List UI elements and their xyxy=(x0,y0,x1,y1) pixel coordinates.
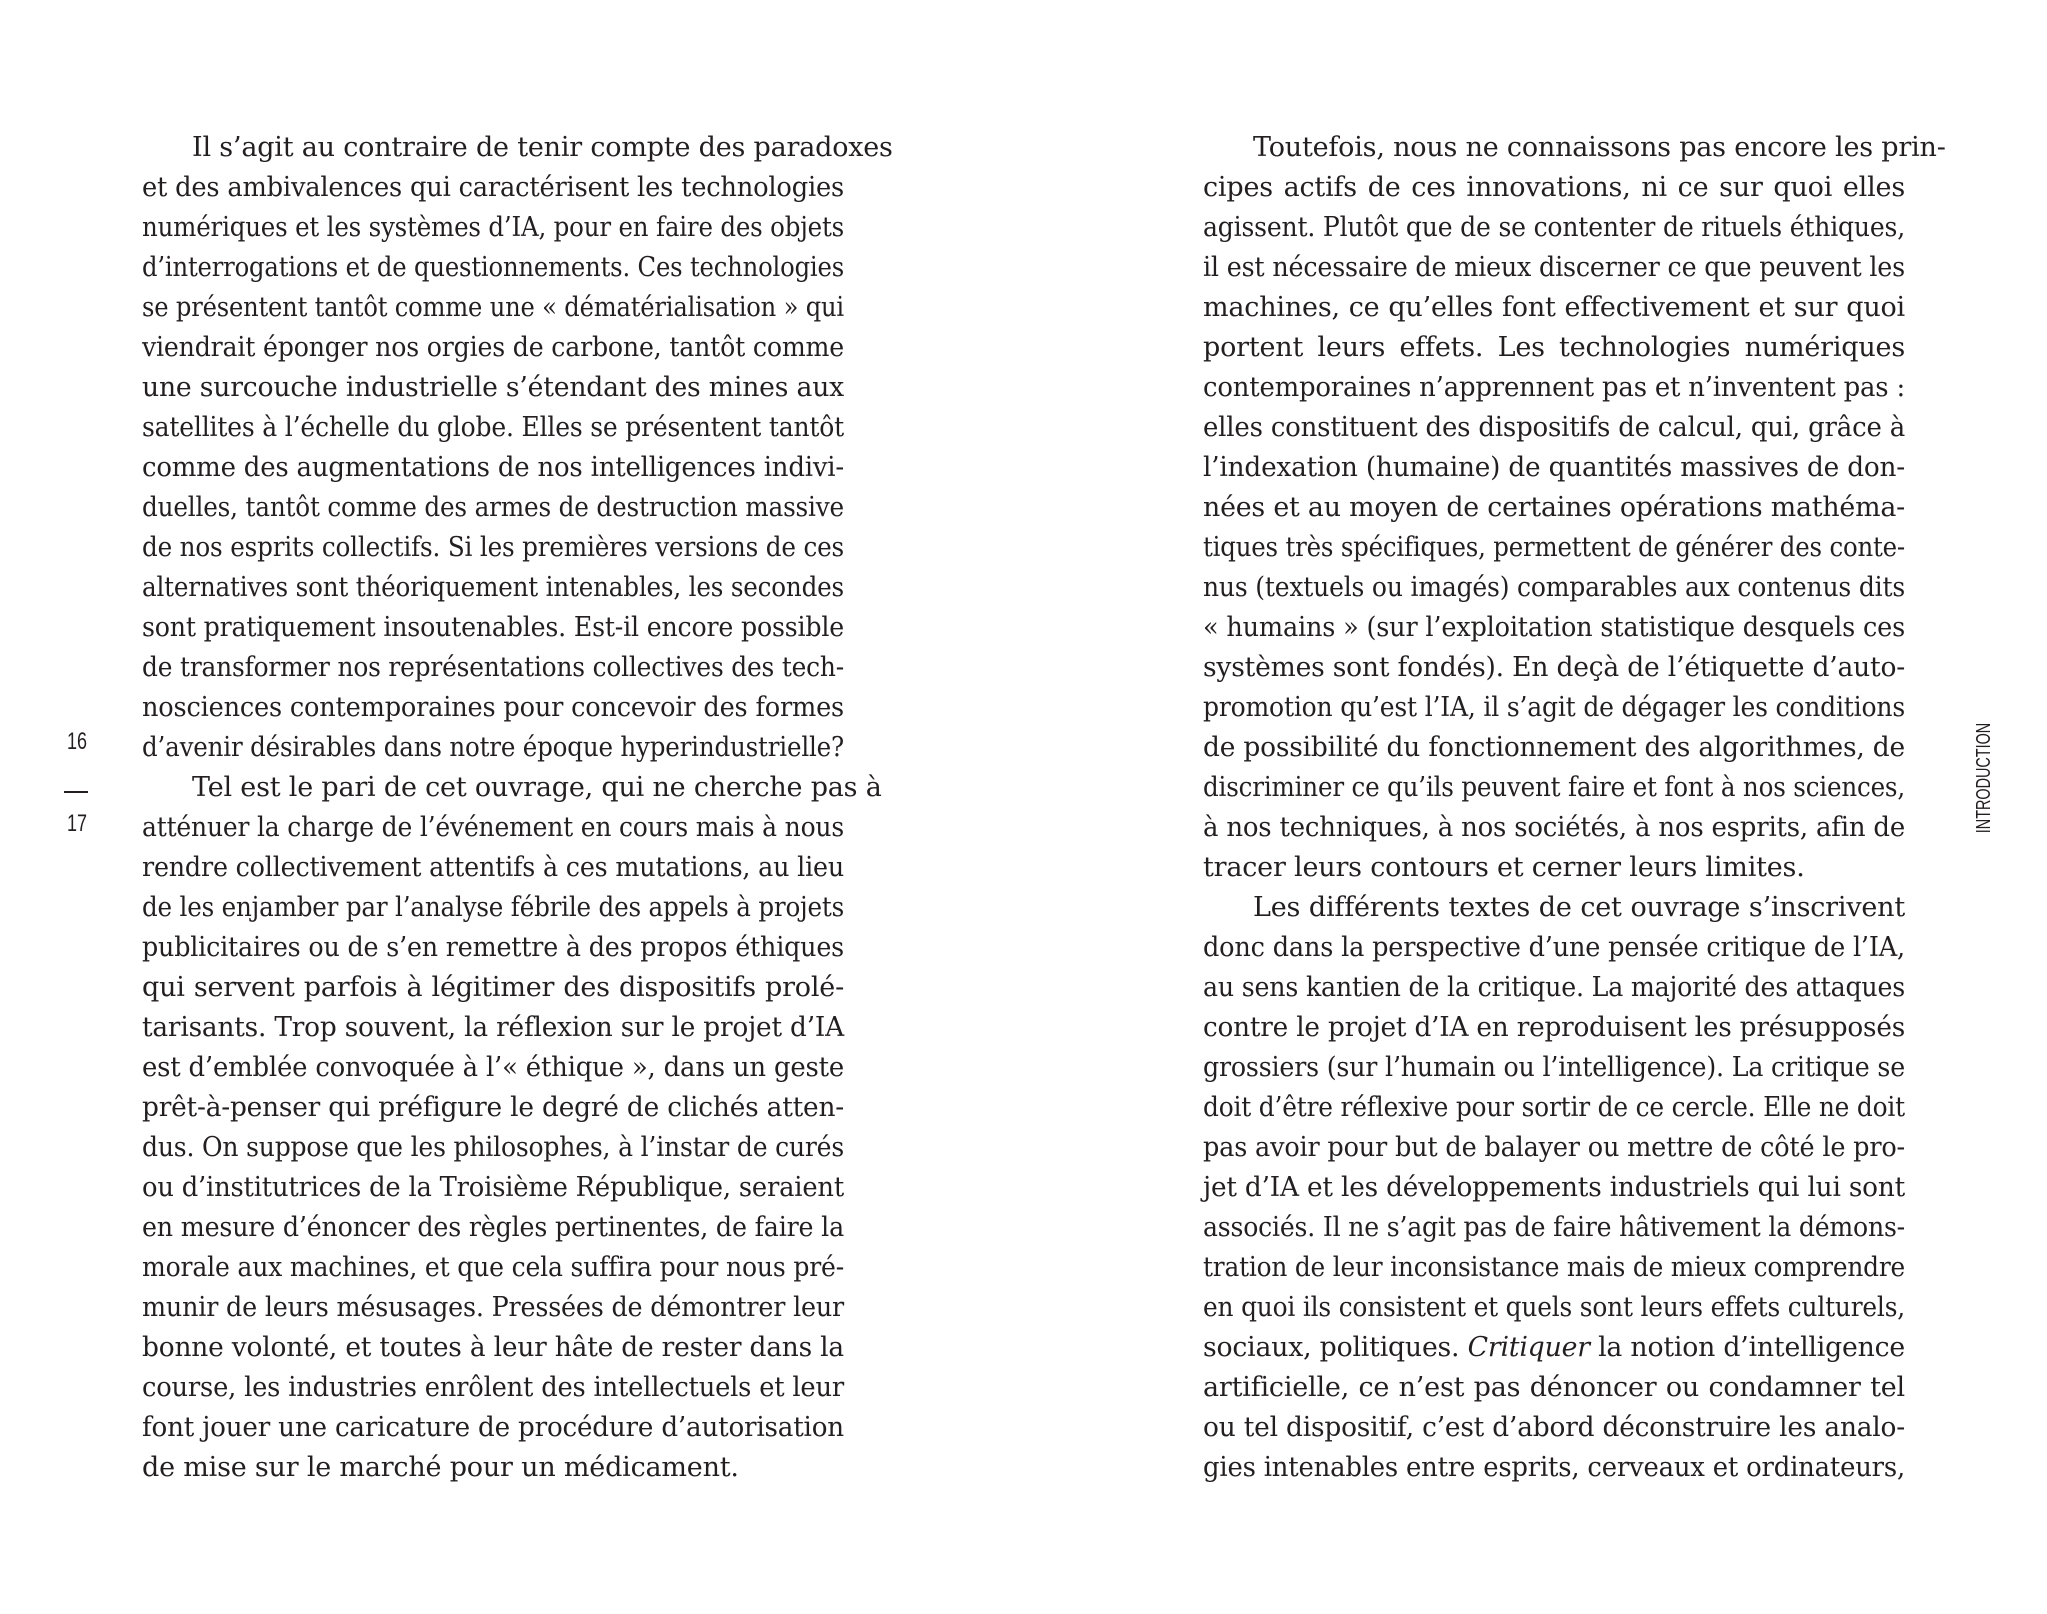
text-line-content: nosciences contemporaines pour concevoir des formes xyxy=(142,692,844,723)
text-line-content: tarisants. Trop souvent, la réflexion sur le projet d’IA xyxy=(142,1012,844,1043)
text-line xyxy=(142,1328,844,1368)
text-line xyxy=(142,528,844,568)
text-line xyxy=(142,848,844,888)
text-line xyxy=(1203,288,1905,328)
text-line-content: rendre collectivement attentifs à ces mutations, au lieu xyxy=(142,852,844,883)
text-line-content: et des ambivalences qui caractérisent les technologies xyxy=(142,172,844,203)
text-line xyxy=(142,408,844,448)
text-line-content: morale aux machines, et que cela suffira pour nous pré- xyxy=(142,1252,844,1283)
text-line-content: grossiers (sur l’humain ou l’intelligence). La critique se xyxy=(1203,1052,1905,1083)
text-line-content: alternatives sont théoriquement intenables, les secondes xyxy=(142,572,844,603)
text-line-content: artificielle, ce n’est pas dénoncer ou condamner tel xyxy=(1203,1372,1905,1403)
text-segment: la notion d’intelligence xyxy=(1589,1332,1905,1363)
text-line xyxy=(142,928,844,968)
text-line-content: nus (textuels ou imagés) comparables aux contenus dits xyxy=(1203,572,1905,603)
text-line xyxy=(142,288,844,328)
text-line xyxy=(1203,1248,1905,1288)
text-line xyxy=(142,1288,844,1328)
text-line-content: Il s’agit au contraire de tenir compte des paradoxes xyxy=(192,132,893,163)
right-body-text xyxy=(1203,128,1946,1488)
text-line-content: satellites à l’échelle du globe. Elles se présentent tantôt xyxy=(142,412,844,443)
text-line-content: ou d’institutrices de la Troisième République, seraient xyxy=(142,1172,844,1203)
text-line xyxy=(1203,928,1905,968)
text-line xyxy=(1203,1368,1905,1408)
text-line-content: Toutefois, nous ne connaissons pas encore les prin- xyxy=(1253,132,1946,163)
text-line-content: cipes actifs de ces innovations, ni ce sur quoi elles xyxy=(1203,172,1905,203)
text-line-content: d’avenir désirables dans notre époque hyperindustrielle? xyxy=(142,732,844,763)
text-segment: sociaux, politiques. xyxy=(1203,1332,1468,1363)
text-line-content: duelles, tantôt comme des armes de destruction massive xyxy=(142,492,844,523)
text-line-content: une surcouche industrielle s’étendant des mines aux xyxy=(142,372,844,403)
text-line-content: en mesure d’énoncer des règles pertinentes, de faire la xyxy=(142,1212,844,1243)
text-line-content: se présentent tantôt comme une « dématérialisation » qui xyxy=(142,292,844,323)
text-line-content: l’indexation (humaine) de quantités massives de don- xyxy=(1203,452,1905,483)
text-line xyxy=(142,1088,844,1128)
text-line xyxy=(142,1368,844,1408)
text-line-content: jet d’IA et les développements industriels qui lui sont xyxy=(1203,1172,1905,1203)
right-page xyxy=(1023,0,2047,1614)
text-line-content: discriminer ce qu’ils peuvent faire et font à nos sciences, xyxy=(1203,772,1905,803)
text-line-content: de les enjamber par l’analyse fébrile des appels à projets xyxy=(142,892,844,923)
text-line xyxy=(142,328,844,368)
text-line xyxy=(1203,368,1905,408)
text-line xyxy=(142,728,844,768)
text-line xyxy=(1203,968,1905,1008)
text-line-content xyxy=(1203,1328,1905,1368)
text-line-content: Les différents textes de cet ouvrage s’inscrivent xyxy=(1253,892,1905,923)
text-line-content: ou tel dispositif, c’est d’abord déconstruire les analo- xyxy=(1203,1412,1905,1443)
text-line-content: pas avoir pour but de balayer ou mettre de côté le pro- xyxy=(1203,1132,1905,1163)
text-line-content: course, les industries enrôlent des intellectuels et leur xyxy=(142,1372,844,1403)
text-line-content: nées et au moyen de certaines opérations mathéma- xyxy=(1203,492,1905,523)
text-line-content: en quoi ils consistent et quels sont leurs effets culturels, xyxy=(1203,1292,1905,1323)
text-line xyxy=(142,1008,844,1048)
text-line xyxy=(1203,728,1905,768)
text-line-content: atténuer la charge de l’événement en cours mais à nous xyxy=(142,812,844,843)
text-line-content: qui servent parfois à légitimer des dispositifs prolé- xyxy=(142,972,844,1003)
text-line-content: publicitaires ou de s’en remettre à des propos éthiques xyxy=(142,932,844,963)
left-page xyxy=(0,0,1023,1614)
text-line-content: elles constituent des dispositifs de calcul, qui, grâce à xyxy=(1203,412,1905,443)
text-line-content: il est nécessaire de mieux discerner ce que peuvent les xyxy=(1203,252,1905,283)
text-line xyxy=(1203,1008,1905,1048)
text-line-content: promotion qu’est l’IA, il s’agit de dégager les conditions xyxy=(1203,692,1905,723)
text-line-content: prêt-à-penser qui préfigure le degré de clichés atten- xyxy=(142,1092,844,1123)
text-line-content: Tel est le pari de cet ouvrage, qui ne cherche pas à xyxy=(192,772,882,803)
text-line xyxy=(142,448,844,488)
text-line-content: de possibilité du fonctionnement des algorithmes, de xyxy=(1203,732,1905,763)
text-line xyxy=(142,1408,844,1448)
text-line-content: font jouer une caricature de procédure d’autorisation xyxy=(142,1412,844,1443)
text-line-content: dus. On suppose que les philosophes, à l’instar de curés xyxy=(142,1132,844,1163)
text-line-content: « humains » (sur l’exploitation statistique desquels ces xyxy=(1203,612,1905,643)
text-line-content: tration de leur inconsistance mais de mieux comprendre xyxy=(1203,1252,1905,1283)
text-line xyxy=(142,208,844,248)
text-line xyxy=(1203,888,1905,928)
text-line-content: numériques et les systèmes d’IA, pour en faire des objets xyxy=(142,212,844,243)
text-line xyxy=(1203,328,1905,368)
text-line xyxy=(1203,688,1905,728)
text-line xyxy=(142,688,844,728)
text-line xyxy=(1203,528,1905,568)
text-line xyxy=(142,888,844,928)
text-line xyxy=(1203,488,1905,528)
text-line xyxy=(1203,1448,1905,1488)
text-line xyxy=(1203,168,1905,208)
text-line-content: associés. Il ne s’agit pas de faire hâtivement la démons- xyxy=(1203,1212,1905,1243)
folio-right-page-number: 17 xyxy=(66,810,88,837)
text-line xyxy=(1203,128,1946,168)
text-line-content: tiques très spécifiques, permettent de générer des conte- xyxy=(1203,532,1905,563)
text-line xyxy=(142,128,893,168)
text-line xyxy=(1203,1088,1905,1128)
running-head-chapter-title: INTRODUCTION xyxy=(1973,722,1995,834)
text-line xyxy=(142,368,844,408)
text-line xyxy=(1203,648,1905,688)
text-line xyxy=(142,1248,844,1288)
text-line-content: est d’emblée convoquée à l’« éthique », dans un geste xyxy=(142,1052,844,1083)
text-line-content: de mise sur le marché pour un médicament. xyxy=(142,1452,739,1483)
text-line xyxy=(142,568,844,608)
text-line-content: bonne volonté, et toutes à leur hâte de rester dans la xyxy=(142,1332,844,1363)
text-line xyxy=(142,1048,844,1088)
text-line xyxy=(142,648,844,688)
text-line xyxy=(142,1208,844,1248)
text-line-content: munir de leurs mésusages. Pressées de démontrer leur xyxy=(142,1292,844,1323)
text-line xyxy=(1203,1408,1905,1448)
text-line-content: au sens kantien de la critique. La majorité des attaques xyxy=(1203,972,1905,1003)
text-line xyxy=(1203,1128,1905,1168)
text-line-content: de transformer nos représentations collectives des tech- xyxy=(142,652,844,683)
left-body-text xyxy=(142,128,893,1488)
text-line xyxy=(142,168,844,208)
text-line xyxy=(1203,768,1905,808)
text-line xyxy=(1203,1288,1905,1328)
text-line xyxy=(1203,248,1905,288)
text-line xyxy=(1203,1168,1905,1208)
text-line xyxy=(142,968,844,1008)
text-line-content: portent leurs effets. Les technologies numériques xyxy=(1203,332,1905,363)
text-line xyxy=(1203,568,1905,608)
text-line-content: machines, ce qu’elles font effectivement et sur quoi xyxy=(1203,292,1905,323)
text-line xyxy=(142,808,844,848)
text-line xyxy=(1203,1328,1905,1368)
text-line xyxy=(1203,1048,1905,1088)
text-line-content: contemporaines n’apprennent pas et n’inventent pas : xyxy=(1203,372,1905,403)
text-line xyxy=(142,248,844,288)
text-line-content: systèmes sont fondés). En deçà de l’étiquette d’auto- xyxy=(1203,652,1905,683)
text-line xyxy=(142,608,844,648)
text-line-content: tracer leurs contours et cerner leurs limites. xyxy=(1203,852,1805,883)
text-line xyxy=(1203,1208,1905,1248)
text-line xyxy=(1203,208,1905,248)
italic-emphasis: Critiquer xyxy=(1467,1332,1590,1363)
folio-separator-rule xyxy=(64,791,88,793)
text-line xyxy=(1203,608,1905,648)
text-line-content: à nos techniques, à nos sociétés, à nos esprits, afin de xyxy=(1203,812,1905,843)
text-line-content: donc dans la perspective d’une pensée critique de l’IA, xyxy=(1203,932,1905,963)
text-line-content: viendrait éponger nos orgies de carbone, tantôt comme xyxy=(142,332,844,363)
text-line xyxy=(1203,808,1905,848)
text-line xyxy=(142,1168,844,1208)
text-line-content: de nos esprits collectifs. Si les premières versions de ces xyxy=(142,532,844,563)
text-line-content: gies intenables entre esprits, cerveaux et ordinateurs, xyxy=(1203,1452,1905,1483)
text-line-content: comme des augmentations de nos intelligences indivi- xyxy=(142,452,844,483)
text-line xyxy=(1203,848,1905,888)
text-line xyxy=(142,1448,844,1488)
text-line xyxy=(142,768,882,808)
folio-left-page-number: 16 xyxy=(66,728,88,755)
text-line-content: sont pratiquement insoutenables. Est-il encore possible xyxy=(142,612,844,643)
text-line-content: agissent. Plutôt que de se contenter de rituels éthiques, xyxy=(1203,212,1905,243)
text-line xyxy=(142,1128,844,1168)
text-line xyxy=(1203,448,1905,488)
text-line-content: contre le projet d’IA en reproduisent les présupposés xyxy=(1203,1012,1905,1043)
text-line xyxy=(142,488,844,528)
text-line-content: doit d’être réflexive pour sortir de ce cercle. Elle ne doit xyxy=(1203,1092,1905,1123)
text-line xyxy=(1203,408,1905,448)
text-line-content: d’interrogations et de questionnements. Ces technologies xyxy=(142,252,844,283)
